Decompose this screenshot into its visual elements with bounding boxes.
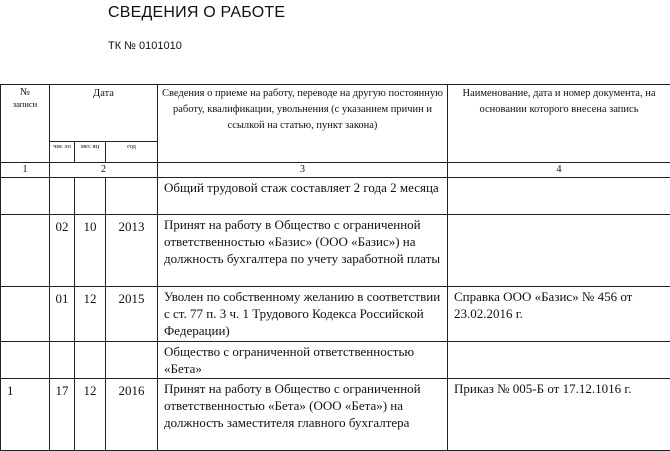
date-day: 17 [50, 379, 75, 451]
record-number [1, 342, 50, 379]
date-year [106, 342, 158, 379]
work-record-table [0, 84, 670, 451]
column-number-3: 3 [158, 163, 448, 178]
column-number-2: 2 [50, 163, 158, 178]
date-month [75, 178, 106, 215]
date-day: 02 [50, 215, 75, 287]
record-number [1, 215, 50, 287]
date-year: 2016 [106, 379, 158, 451]
record-number [1, 178, 50, 215]
header-day: чис ло [50, 142, 75, 163]
document-reference: Приказ № 005-Б от 17.12.1016 г. [448, 379, 670, 451]
header-record-no: № [4, 87, 46, 99]
document-reference [448, 215, 670, 287]
header-row [1, 85, 670, 142]
table-row [1, 379, 670, 451]
employment-info: Уволен по собственному желанию в соответствии с ст. 77 п. 3 ч. 1 Трудового Кодекса Российской Федерации) [158, 287, 448, 342]
date-day [50, 178, 75, 215]
column-number-row [1, 163, 670, 178]
header-employment-info: Сведения о приеме на работу, переводе на другую постоянную работу, квалификации, увольнения (с указанием причин и ссылкой на статью, пункт закона) [158, 85, 448, 163]
document-reference [448, 342, 670, 379]
header-month: мес яц [75, 142, 106, 163]
employment-info: Принят на работу в Общество с ограниченной ответственностью «Бета» (ООО «Бета») на должность заместителя главного бухгалтера [158, 379, 448, 451]
table-row [1, 342, 670, 379]
date-month: 12 [75, 379, 106, 451]
document-reference [448, 178, 670, 215]
header-record-number [1, 85, 50, 163]
date-year: 2013 [106, 215, 158, 287]
header-record-sub: записи [4, 99, 46, 109]
date-month: 10 [75, 215, 106, 287]
date-month: 12 [75, 287, 106, 342]
header-date: Дата [50, 85, 158, 142]
date-day [50, 342, 75, 379]
table-row [1, 178, 670, 215]
record-number [1, 287, 50, 342]
column-number-4: 4 [448, 163, 670, 178]
workbook-number: ТК № 0101010 [108, 40, 182, 52]
date-month [75, 342, 106, 379]
document-reference: Справка ООО «Базис» № 456 от 23.02.2016 г. [448, 287, 670, 342]
column-number-1: 1 [1, 163, 50, 178]
date-year [106, 178, 158, 215]
header-document: Наименование, дата и номер документа, на основании которого внесена запись [448, 85, 670, 163]
employment-info: Общество с ограниченной ответственностью «Бета» [158, 342, 448, 379]
table-row [1, 287, 670, 342]
employment-info: Общий трудовой стаж составляет 2 года 2 месяца [158, 178, 448, 215]
record-number: 1 [1, 379, 50, 451]
date-day: 01 [50, 287, 75, 342]
date-year: 2015 [106, 287, 158, 342]
employment-info: Принят на работу в Общество с ограниченной ответственностью «Базис» (ООО «Базис») на должность бухгалтера по учету заработной платы [158, 215, 448, 287]
page-title: СВЕДЕНИЯ О РАБОТЕ [108, 4, 285, 22]
table-row [1, 215, 670, 287]
header-year: год [106, 142, 158, 163]
